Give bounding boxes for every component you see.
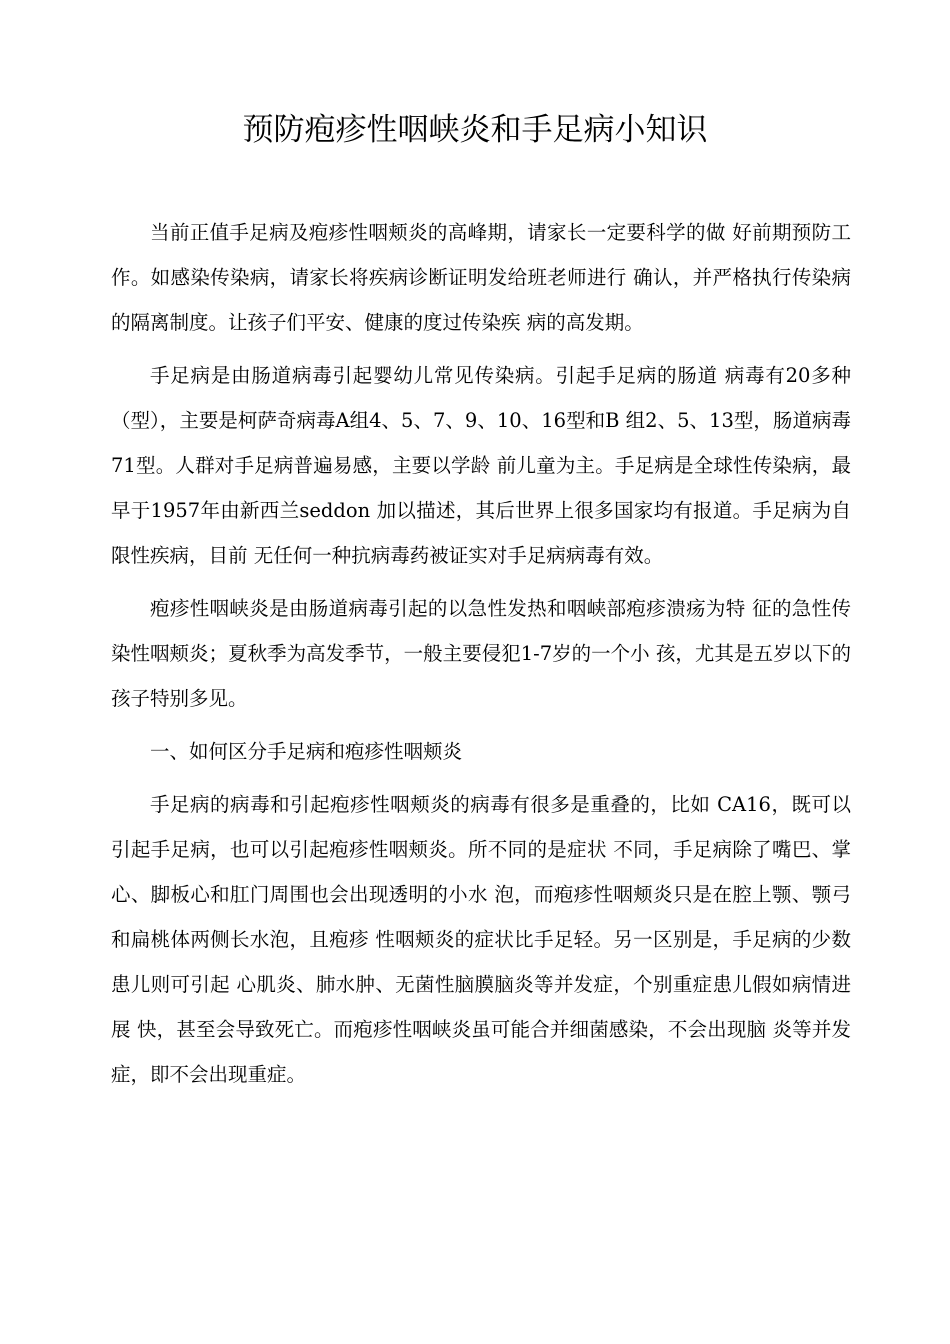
paragraph-hfmd: 手足病是由肠道病毒引起婴幼儿常见传染病。引起手足病的肠道 病毒有20多种（型），主要是柯萨奇病毒A组4、5、7、9、10、16型和B 组2、5、13型，肠道病毒71型。人群对手足病普遍易感，主要以学龄 前儿童为主。手足病是全球性传染病，最早于1957年由新西兰seddon 加以描述，其后世界上很多国家均有报道。手足病为自限性疾病，目前 无任何一种抗病毒药被证实对手足病病毒有效。 [111, 364, 851, 567]
document-body [111, 210, 851, 1105]
paragraph-intro: 当前正值手足病及疱疹性咽颊炎的高峰期，请家长一定要科学的做 好前期预防工作。如感染传染病，请家长将疾病诊断证明发给班老师进行 确认，并严格执行传染病的隔离制度。让孩子们平安、健康的度过传染疾 病的高发期。 [111, 221, 851, 334]
section-heading: 一、如何区分手足病和疱疹性咽颊炎 [150, 740, 463, 763]
paragraph-difference: 手足病的病毒和引起疱疹性咽颊炎的病毒有很多是重叠的，比如 CA16，既可以引起手足病，也可以引起疱疹性咽颊炎。所不同的是症状 不同，手足病除了嘴巴、掌心、脚板心和肛门周围也会出现透明的小水 泡，而疱疹性咽颊炎只是在腔上颚、颚弓和扁桃体两侧长水泡，且疱疹 性咽颊炎的症状比手足轻。另一区别是，手足病的少数患儿则可引起 心肌炎、肺水肿、无菌性脑膜脑炎等并发症，个别重症患儿假如病情进展 快，甚至会导致死亡。而疱疹性咽峡炎虽可能合并细菌感染，不会出现脑 炎等并发症，即不会出现重症。 [111, 793, 851, 1086]
paragraph-herpangina: 疱疹性咽峡炎是由肠道病毒引起的以急性发热和咽峡部疱疹溃疡为特 征的急性传染性咽颊炎；夏秋季为高发季节，一般主要侵犯1-7岁的一个小 孩，尤其是五岁以下的孩子特别多见。 [111, 597, 851, 710]
document-title: 预防疱疹性咽峡炎和手足病小知识 [242, 112, 708, 148]
